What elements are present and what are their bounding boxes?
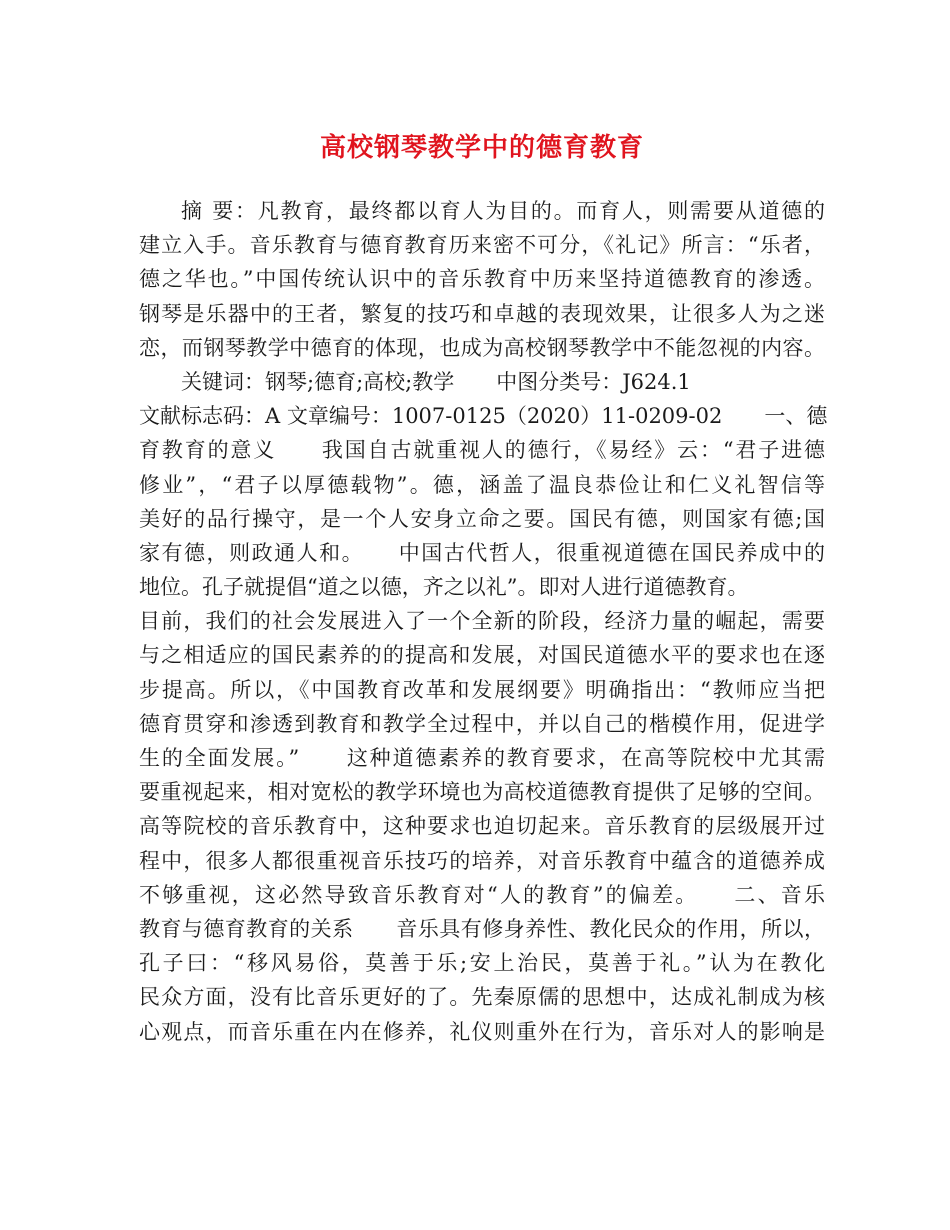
document-page bbox=[139, 128, 828, 1049]
text-line: 民众方面，没有比音乐更好的了。先秦原儒的思想中，达成礼制成为核 bbox=[139, 985, 825, 1010]
text-line: 文献标志码：A 文章编号：1007-0125（2020）11-0209-02 一、德 bbox=[139, 404, 828, 429]
text-line: 育教育的意义 我国自古就重视人的德行，《易经》云：“君子进德 bbox=[139, 438, 825, 463]
text-line: 要重视起来，相对宽松的教学环境也为高校道德教育提供了足够的空间。 bbox=[139, 780, 825, 805]
text-line: 家有德，则政通人和。 中国古代哲人，很重视道德在国民养成中的 bbox=[139, 540, 825, 565]
document-title: 高校钢琴教学中的德育教育 bbox=[319, 133, 644, 163]
text-line: 程中，很多人都很重视音乐技巧的培养，对音乐教育中蕴含的道德养成 bbox=[139, 848, 825, 873]
text-line: 德育贯穿和渗透到教育和教学全过程中，并以自己的楷模作用，促进学 bbox=[139, 711, 825, 736]
text-line: 孔子曰：“移风易俗，莫善于乐;安上治民，莫善于礼。”认为在教化 bbox=[139, 951, 825, 976]
text-line: 修业”，“君子以厚德载物”。德，涵盖了温良恭俭让和仁义礼智信等 bbox=[139, 472, 825, 497]
text-line: 钢琴是乐器中的王者，繁复的技巧和卓越的表现效果，让很多人为之迷 bbox=[139, 301, 825, 326]
text-line: 美好的品行操守，是一个人安身立命之要。国民有德，则国家有德;国 bbox=[139, 506, 825, 531]
document-body bbox=[139, 194, 828, 1049]
text-line: 高等院校的音乐教育中，这种要求也迫切起来。音乐教育的层级展开过 bbox=[139, 814, 825, 839]
text-line: 德之华也。”中国传统认识中的音乐教育中历来坚持道德教育的渗透。 bbox=[139, 267, 825, 292]
text-line: 心观点，而音乐重在内在修养，礼仪则重外在行为，音乐对人的影响是 bbox=[139, 1019, 825, 1044]
text-line: 目前，我们的社会发展进入了一个全新的阶段，经济力量的崛起，需要 bbox=[139, 609, 825, 634]
text-line: 不够重视，这必然导致音乐教育对“人的教育”的偏差。 二、音乐 bbox=[139, 882, 825, 907]
text-line: 与之相适应的国民素养的的提高和发展，对国民道德水平的要求也在逐 bbox=[139, 643, 825, 668]
text-line: 摘 要：凡教育，最终都以育人为目的。而育人，则需要从道德的 bbox=[181, 199, 825, 223]
keywords-line: 关键词：钢琴;德育;高校;教学 中图分类号：J624.1 bbox=[181, 369, 691, 394]
text-line: 建立入手。音乐教育与德育教育历来密不可分，《礼记》所言：“乐者， bbox=[139, 233, 825, 258]
text-line: 地位。孔子就提倡“道之以德，齐之以礼”。即对人进行道德教育。 bbox=[139, 575, 749, 600]
text-line: 生的全面发展。” 这种道德素养的教育要求，在高等院校中尤其需 bbox=[139, 746, 825, 770]
text-line: 步提高。所以，《中国教育改革和发展纲要》明确指出：“教师应当把 bbox=[139, 677, 825, 702]
text-line: 恋，而钢琴教学中德育的体现，也成为高校钢琴教学中不能忽视的内容。 bbox=[139, 335, 825, 360]
text-line: 教育与德育教育的关系 音乐具有修身养性、教化民众的作用，所以， bbox=[139, 916, 825, 941]
